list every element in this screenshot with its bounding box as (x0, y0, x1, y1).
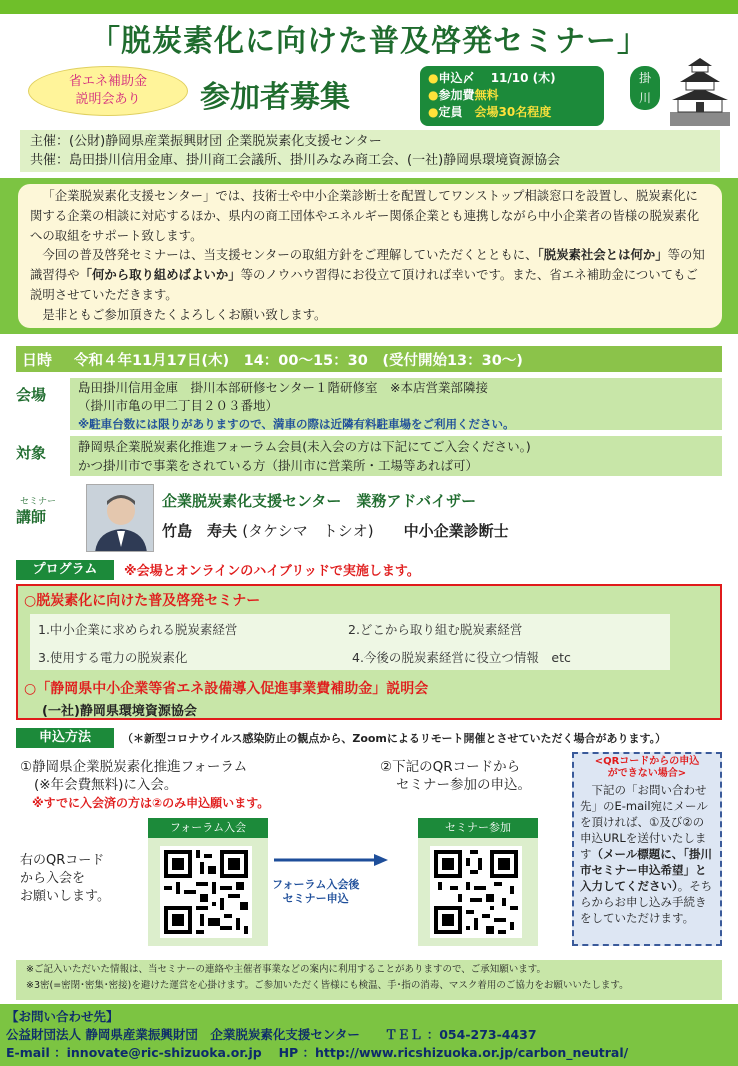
intro-panel (18, 184, 722, 328)
application-tab: 申込方法 (16, 728, 114, 748)
application-note: （＊新型コロナウイルス感染防止の観点から、Zoomによるリモート開催とさせていただく場合があります。） (122, 732, 667, 745)
contact-hp[interactable]: HP ：http://www.ricshizuoka.or.jp/carbon_neutral/ (278, 1045, 629, 1060)
parking-note: ※駐車台数には限りがありますので、満車の際は近隣有料駐車場をご利用ください。 (78, 417, 515, 431)
page-subtitle: 参加者募集 (200, 80, 350, 115)
date-value: 令和４年11月17日(木) 14：00〜15：30 (受付開始13：30〜) (74, 353, 523, 369)
bullet-icon: ● (428, 105, 439, 119)
qr-alternative-text: 下記の「お問い合わせ先」のE-mail宛にメールを頂ければ、①及び②の申込URLを送付いたします（メール標題に、「掛川市セミナー申込希望」と入力してください）。そちらからお申し込み手続きをしていただけます。 (580, 783, 713, 925)
bullet-icon: ● (428, 88, 439, 102)
intro-paragraph-1: 「企業脱炭素化支援センター」では、技術士や中小企業診断士を配置してワンストップ相談窓口を設置し、脱炭素化に関する企業の相談に対応するほか、県内の商工団体やエネルギー関係企業とも連携しながら中小企業者の皆様の脱炭素化への取組をサポート致します。 (30, 188, 700, 243)
lecturer-small-label: セミナー (20, 497, 57, 507)
footnotes (16, 960, 722, 1000)
deadline-row: ●申込〆 11/10 (木) (428, 71, 556, 85)
program-item: 3.使用する電力の脱炭素化 (38, 650, 188, 665)
qr-forum-label: フォーラム入会 (148, 818, 268, 838)
badge-line-2: 説明会あり (75, 92, 141, 107)
capacity-row: ●定員 会場30名程度 (428, 105, 552, 119)
contact-org-row: 公益財団法人 静岡県産業振興財団 企業脱炭素化支援センター ＴＥＬ ：054-273-4437 (6, 1027, 537, 1042)
contact-email[interactable]: E-mail ：innovate@ric-shizuoka.or.jp (6, 1045, 262, 1060)
program-heading-2: ○「静岡県中小企業等省エネ設備導入促進事業費補助金」説明会 (24, 681, 429, 697)
contact-footer (0, 1004, 738, 1066)
target-line-1: 静岡県企業脱炭素化推進フォーラム会員(未入会の方は下記にてご入会ください。) (78, 439, 531, 454)
date-label: 日時 (22, 351, 53, 369)
qr-alternative-box: <QRコードからの申込 ができない場合> 下記の「お問い合わせ先」のE-mail宛にメールを頂ければ、①及び②の申込URLを送付いたします（メール標題に、「掛川市セミナー申込希望」と入力してください）。そちらからお申し込み手続きをしていただけます。 (572, 752, 722, 946)
city-badge: 掛 川 (630, 66, 660, 110)
host-text: 主催：(公財)静岡県産業振興財団 企業脱炭素化支援センター (30, 134, 382, 149)
venue-line-1: 島田掛川信用金庫 掛川本部研修センター１階研修室 ※本店営業部隣接 (78, 380, 488, 395)
badge-line-1: 省エネ補助金 (68, 74, 147, 89)
lecturer-photo (86, 484, 154, 552)
program-heading-2-sub: (一社)静岡県環境資源協会 (42, 704, 197, 719)
arrow-caption: フォーラム入会後 セミナー申込 (272, 878, 360, 905)
target-panel (70, 436, 722, 476)
castle-icon (668, 58, 732, 128)
qr-forum-icon[interactable] (160, 846, 252, 938)
program-list (30, 614, 670, 670)
lecturer-label: 講師 (16, 508, 47, 526)
program-item: 2.どこから取り組む脱炭素経営 (348, 622, 523, 637)
qr-seminar-icon[interactable] (430, 846, 522, 938)
application-summary (420, 66, 604, 126)
program-item: 1.中小企業に求められる脱炭素経営 (38, 622, 238, 637)
contact-heading: 【お問い合わせ先】 (6, 1009, 119, 1024)
venue-line-2: （掛川市亀の甲二丁目２０３番地） (78, 398, 279, 413)
program-heading-1: ○脱炭素化に向けた普及啓発セミナー (24, 593, 261, 609)
program-tab: プログラム (16, 560, 114, 580)
footnote-1: ※ご記入いただいた情報は、当セミナーの連絡や主催者事業などの案内に利用することがありますので、ご承知願います。 (26, 964, 547, 975)
left-instruction: 右のQRコード から入会を お願いします。 (20, 853, 110, 904)
venue-label: 会場 (16, 386, 47, 404)
qr-seminar-label: セミナー参加 (418, 818, 538, 838)
page-title: 「脱炭素化に向けた普及啓発セミナー」 (90, 24, 648, 59)
person-icon (87, 485, 154, 552)
program-item: 4.今後の脱炭素経営に役立つ情報 etc (352, 650, 571, 665)
fee-row: ●参加費無料 (428, 88, 499, 102)
step-2: ②下記のQRコードから セミナー参加の申込。 (380, 759, 531, 793)
target-line-2: かつ掛川市で事業をされている方（掛川市に営業所・工場等あれば可） (78, 458, 479, 473)
target-label: 対象 (16, 444, 47, 462)
bullet-icon: ● (428, 71, 439, 85)
lecturer-info (162, 486, 722, 546)
footnote-2: ※3密(=密閉･密集･密接)を避けた運営を心掛けます。ご参加いただく皆様にも検温、手･指の消毒、マスク着用のご協力をお願いいたします。 (26, 980, 629, 991)
contact-tel: ＴＥＬ ：054-273-4437 (384, 1027, 537, 1042)
intro-paragraph-2: 今回の普及啓発セミナーは、当支援センターの取組方針をご理解していただくとともに、「脱炭素社会とは何か」等の知識習得や「何から取り組めばよいか」等のノウハウ習得にお役立て頂ければ幸いです。また、省エネ補助金についてもご説明させていただきます。 (30, 247, 705, 302)
subsidy-badge (28, 66, 188, 116)
intro-paragraph-3: 是非ともご参加頂きたくよろしくお願い致します。 (42, 306, 327, 322)
lecturer-org: 企業脱炭素化支援センター 業務アドバイザー (162, 492, 477, 510)
organizer-panel (20, 130, 720, 172)
contact-web-row (6, 1044, 732, 1062)
lecturer-name-row: 竹島 寿夫 (タケシマ トシオ) 中小企業診断士 (162, 522, 509, 540)
program-note: ※会場とオンラインのハイブリッドで実施します。 (124, 564, 420, 579)
venue-panel (70, 378, 722, 430)
step-1: ①静岡県企業脱炭素化推進フォーラム (※年会費無料)に入会。 ※すでに入会済の方は②のみ申込願います。 (20, 759, 270, 810)
top-accent-bar (0, 0, 738, 14)
arrow-right-icon (272, 852, 390, 868)
cohost-text: 共催：島田掛川信用金庫、掛川商工会議所、掛川みなみ商工会、(一社)静岡県環境資源協会 (30, 153, 561, 168)
